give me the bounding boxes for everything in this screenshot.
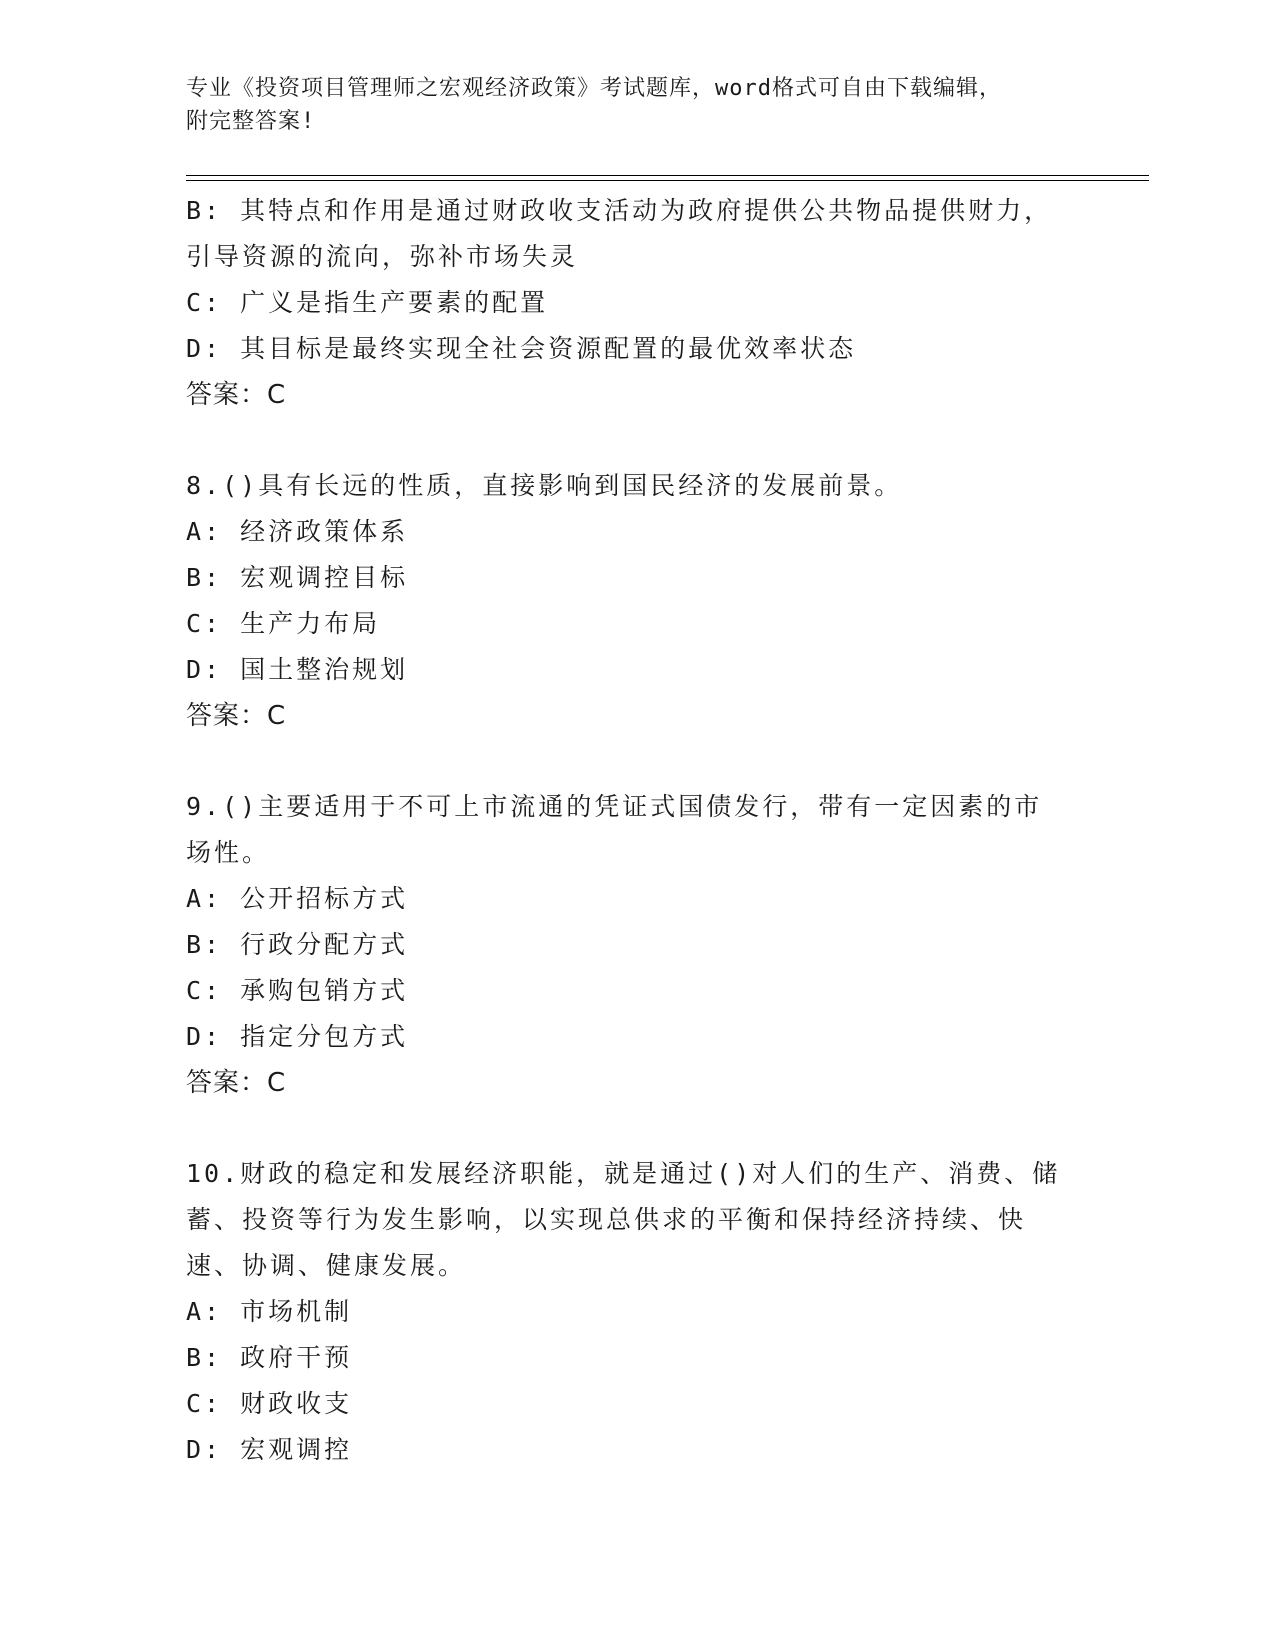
option-b: B: 行政分配方式 (186, 930, 409, 959)
answer: 答案：C (186, 701, 287, 731)
question-list (186, 188, 1086, 1473)
option-d: D: 指定分包方式 (186, 1022, 409, 1051)
option-b-line-1: B: 其特点和作用是通过财政收支活动为政府提供公共物品提供财力， (186, 196, 1053, 225)
option-c: C: 承购包销方式 (186, 976, 409, 1005)
spacer (186, 739, 1086, 784)
option-c: C: 财政收支 (186, 1389, 353, 1418)
option-c: C: 生产力布局 (186, 609, 381, 638)
question-text-line-2: 蓄、投资等行为发生影响，以实现总供求的平衡和保持经济持续、快 (186, 1205, 1027, 1234)
question-text-line-1: 10.财政的稳定和发展经济职能，就是通过()对人们的生产、消费、储 (186, 1159, 1061, 1188)
option-d: D: 其目标是最终实现全社会资源配置的最优效率状态 (186, 334, 857, 363)
option-d: D: 宏观调控 (186, 1435, 353, 1464)
header-line-2: 附完整答案! (186, 109, 316, 134)
option-c: C: 广义是指生产要素的配置 (186, 288, 549, 317)
question-text: 8.()具有长远的性质，直接影响到国民经济的发展前景。 (186, 471, 903, 500)
header-divider-bottom (186, 180, 1149, 181)
header-divider-top (186, 175, 1149, 176)
question-8-block (186, 463, 1086, 739)
option-a: A: 公开招标方式 (186, 884, 409, 913)
option-b-line-2: 引导资源的流向，弥补市场失灵 (186, 242, 579, 271)
option-a: A: 市场机制 (186, 1297, 353, 1326)
option-b: B: 政府干预 (186, 1343, 353, 1372)
spacer (186, 1106, 1086, 1151)
question-9-block (186, 784, 1086, 1106)
option-d: D: 国土整治规划 (186, 655, 409, 684)
question-10-block (186, 1151, 1086, 1473)
spacer (186, 418, 1086, 463)
question-text-line-3: 速、协调、健康发展。 (186, 1251, 467, 1280)
question-text-line-1: 9.()主要适用于不可上市流通的凭证式国债发行，带有一定因素的市 (186, 792, 1043, 821)
header-line-1: 专业《投资项目管理师之宏观经济政策》考试题库，word格式可自由下载编辑， (186, 76, 1002, 101)
option-a: A: 经济政策体系 (186, 517, 409, 546)
page-header (186, 72, 1066, 138)
answer: 答案：C (186, 380, 287, 410)
question-text-line-2: 场性。 (186, 838, 271, 867)
option-b: B: 宏观调控目标 (186, 563, 409, 592)
question-7-block (186, 188, 1086, 418)
answer: 答案：C (186, 1068, 287, 1098)
